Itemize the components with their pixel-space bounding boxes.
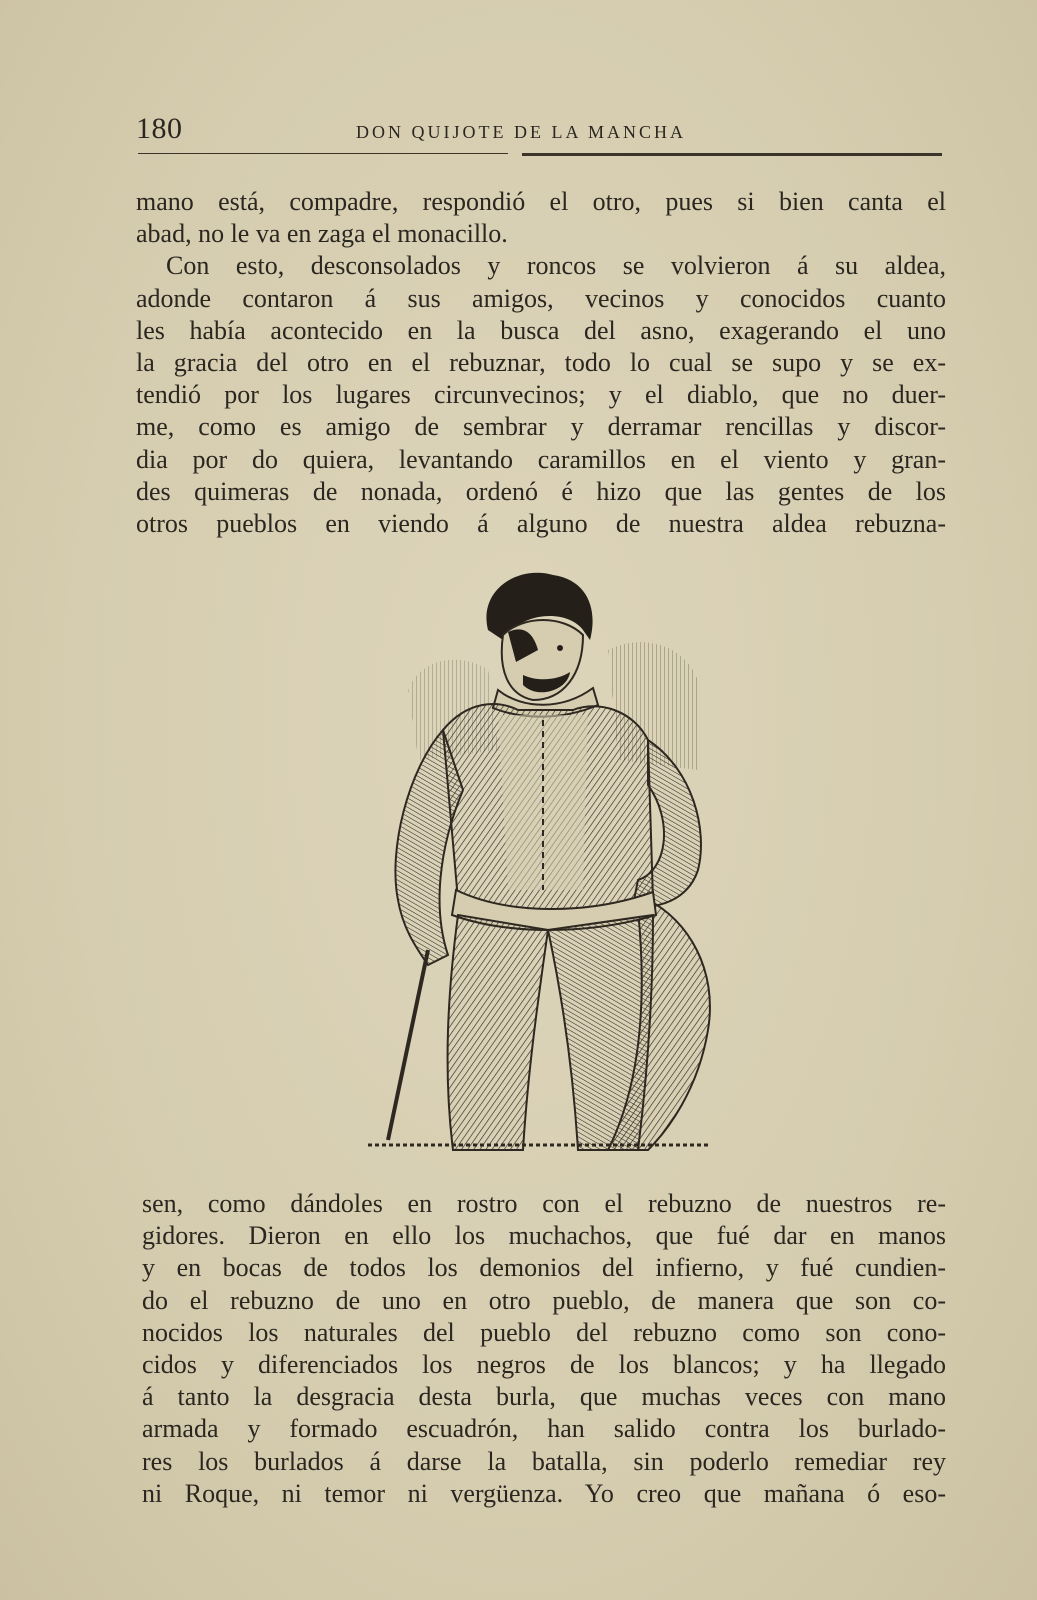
text-line: á tanto la desgracia desta burla, que muchas veces con mano [142, 1382, 946, 1412]
text-line: des quimeras de nonada, ordenó é hizo que las gentes de los [136, 476, 946, 506]
text-line: tendió por los lugares circunvecinos; y el diablo, que no duer- [136, 380, 946, 410]
running-head [136, 112, 940, 152]
text-line: y en bocas de todos los demonios del infierno, y fué cundien- [142, 1253, 946, 1283]
text-line: mano está, compadre, respondió el otro, pues si bien canta el [136, 187, 946, 216]
text-line: armada y formado escuadrón, han salido contra los burlado- [142, 1414, 946, 1444]
text-line: dia por do quiera, levantando caramillos en el viento y gran- [136, 444, 946, 474]
text-line: abad, no le va en zaga el monacillo. [136, 219, 508, 249]
text-line: res los burlados á darse la batalla, sin poderlo remediar rey [142, 1446, 946, 1476]
text-line: sen, como dándoles en rostro con el rebuzno de nuestros re- [142, 1189, 946, 1218]
text-block-top [136, 186, 946, 540]
text-line: la gracia del otro en el rebuznar, todo lo cual se supo y se ex- [136, 347, 946, 377]
text-line: gidores. Dieron en ello los muchachos, que fué dar en manos [142, 1221, 946, 1251]
text-line: otros pueblos en viendo á alguno de nuestra aldea rebuzna- [136, 508, 946, 538]
text-line: adonde contaron á sus amigos, vecinos y conocidos cuanto [136, 283, 946, 313]
text-line: les había acontecido en la busca del asno, exagerando el uno [136, 315, 946, 345]
page-number: 180 [136, 112, 183, 145]
text-block-bottom [142, 1188, 946, 1510]
engraving-illustration [348, 570, 728, 1155]
text-line: Con esto, desconsolados y roncos se volvieron á su aldea, [166, 251, 946, 281]
text-line: nocidos los naturales del pueblo del rebuzno como son cono- [142, 1317, 946, 1347]
text-line: ni Roque, ni temor ni vergüenza. Yo creo que mañana ó eso- [142, 1478, 946, 1508]
header-rule-left [138, 153, 508, 154]
header-rule-right [522, 153, 942, 156]
book-title: DON QUIJOTE DE LA MANCHA [356, 122, 686, 142]
text-line: cidos y diferenciados los negros de los blancos; y ha llegado [142, 1349, 946, 1379]
text-line: do el rebuzno de uno en otro pueblo, de manera que son co- [142, 1285, 946, 1315]
text-line: me, como es amigo de sembrar y derramar rencillas y discor- [136, 412, 946, 442]
